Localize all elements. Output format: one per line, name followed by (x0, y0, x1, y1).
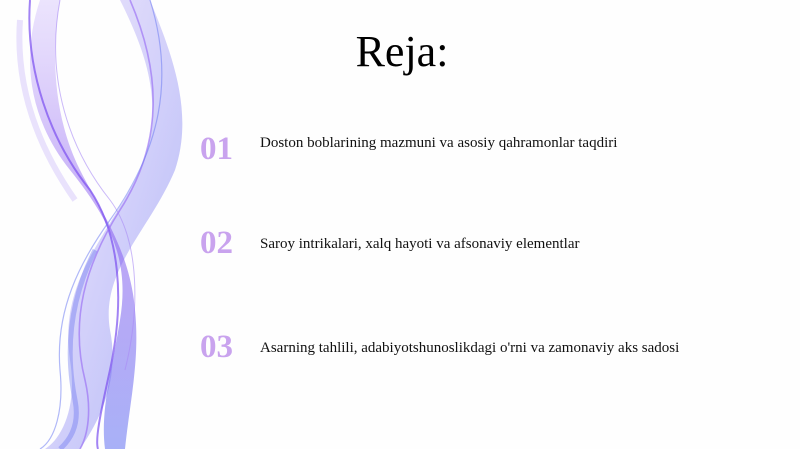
agenda-item-2: Saroy intrikalari, xalq hayoti va afsonaviy elementlar (260, 236, 580, 252)
agenda-item-3: Asarning tahlili, adabiyotshunoslikdagi o'rni va zamonaviy aks sadosi (260, 340, 680, 356)
agenda-number-2: 02 (200, 225, 233, 261)
agenda-number-1: 01 (200, 131, 233, 167)
slide-title-text: Reja: (355, 27, 449, 76)
agenda-item-1: Doston boblarining mazmuni va asosiy qahramonlar taqdiri (260, 135, 618, 151)
slide-title (0, 26, 800, 78)
agenda-number-3: 03 (200, 329, 233, 365)
